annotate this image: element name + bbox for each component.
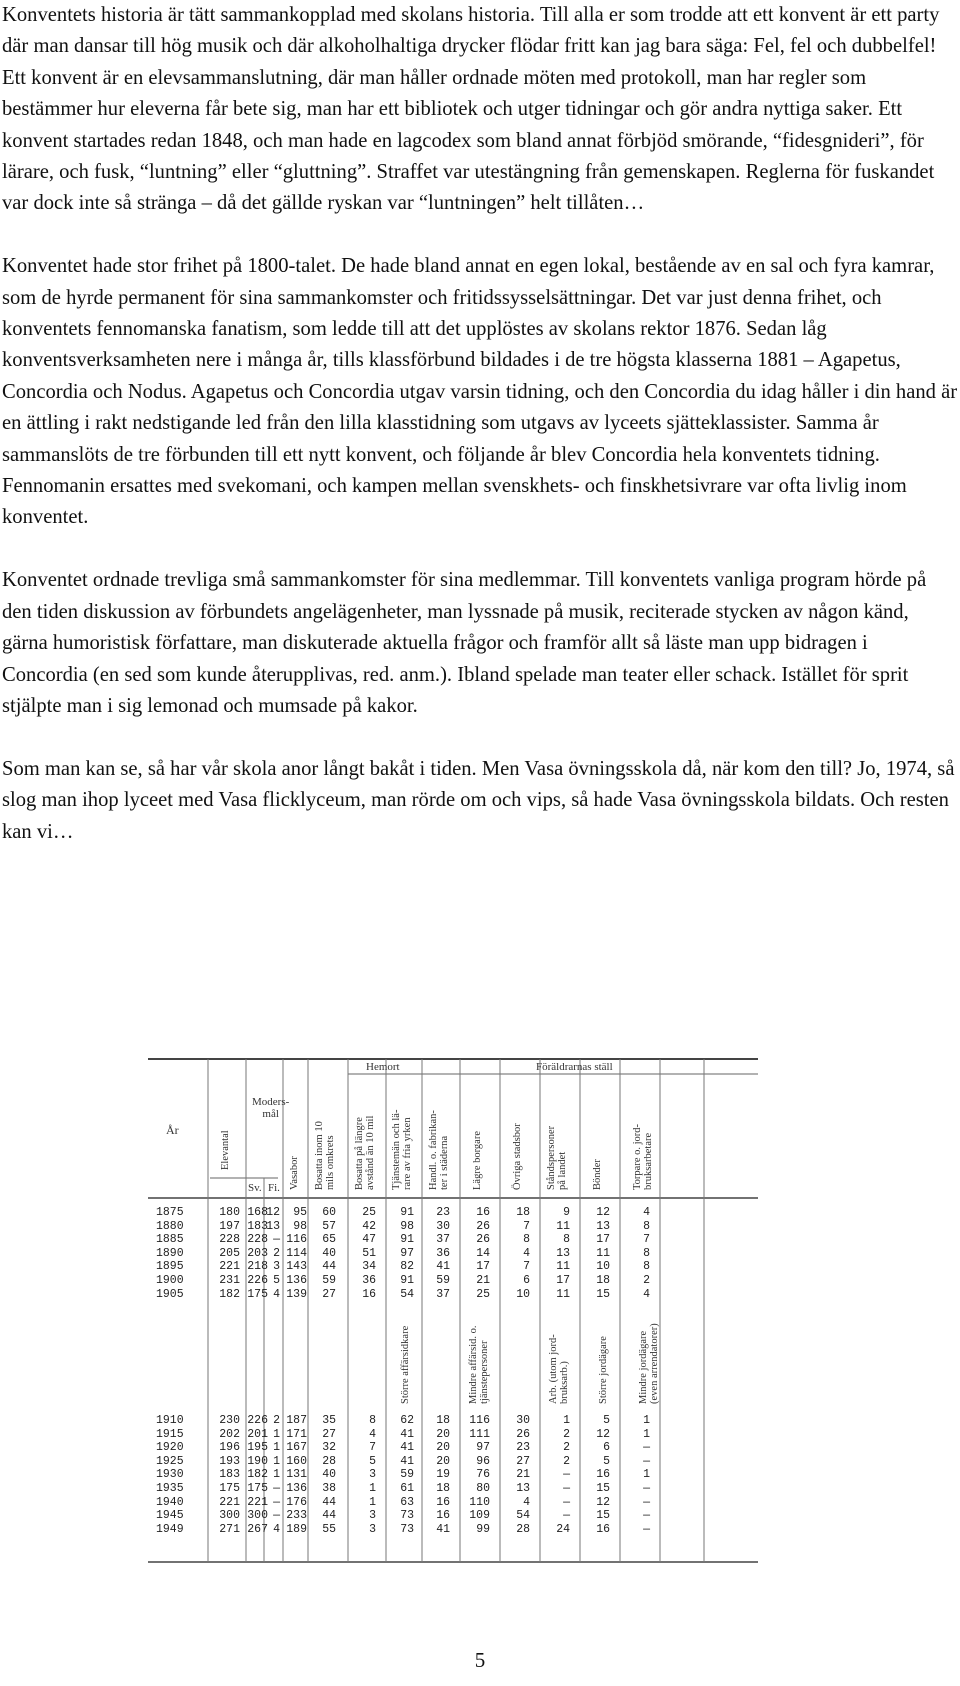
paragraph-3: Konventet ordnade trevliga små sammankomster för sina medlemmar. Till konventets vanliga program hörde på den tiden diskussion av förbundets angelägenheter, man lyssnade på musik, reciterade stycken av någon känd, gärna humoristisk författare, man diskuterade aktuella frågor och framför allt så läste man upp bidragen i Concordia (en sed som kunde återupplivas, red. anm.). Ibland spelade man teater eller schack. Istället för sprit stjälpte man i sig lemonad och mumsade på kakor. bbox=[2, 569, 927, 717]
header-parents: Föräldrarnas ställ bbox=[536, 1061, 613, 1073]
label-large-landowners: Större jordägare bbox=[598, 1336, 609, 1404]
burghers-bottom: 116 111 97 96 76 80 110 109 99 bbox=[469, 1414, 490, 1536]
officials-top: 91 98 91 97 82 91 54 bbox=[400, 1206, 414, 1301]
near-bottom: 35 27 32 28 40 38 44 44 55 bbox=[322, 1414, 336, 1536]
vasa-bottom: 187 171 167 160 131 136 176 233 189 bbox=[286, 1414, 307, 1536]
label-workers: Arb. (utom jord- bruksarb.) bbox=[548, 1334, 570, 1404]
crofters-bottom: 1 1 — — 1 — — — — bbox=[643, 1414, 650, 1536]
crofters-top: 4 8 7 8 8 2 4 bbox=[643, 1206, 650, 1301]
header-crofters: Torpare o. jord- bruksarbetare bbox=[632, 1123, 654, 1190]
merchants-top: 23 30 37 36 41 59 37 bbox=[436, 1206, 450, 1301]
header-other-town: Övriga stadsbor bbox=[512, 1123, 523, 1190]
years-bottom: 1910 1915 1920 1925 1930 1935 1940 1945 1949 bbox=[156, 1414, 184, 1536]
far-top: 25 42 47 51 34 36 16 bbox=[362, 1206, 376, 1301]
header-burghers: Lägre borgare bbox=[472, 1131, 483, 1190]
estate-top: 9 11 8 13 11 17 11 bbox=[556, 1206, 570, 1301]
paragraph-1: Konventets historia är tätt sammankopplad med skolans historia. Till alla er som trodde att ett konvent är ett party där man dansar till hög musik och där alkoholhaltiga drycker flödar fritt kan jag bara säga: Fel, fel och dubbelfel! Ett konvent är en elevsammanslutning, där man håller ordnade möten med protokoll, man har regler som bestämmer hur eleverna får bete sig, man har ett bibliotek och utger tidningar och gör andra nyttiga saker. Ett konvent startades redan 1848, och man hade en lagcodex som bland annat förbjöd smörande, “fidesgnideri”, för lärare, och fusk, “luntning” eller “gluttning”. Straffet var utestängning från gemenskapen. Reglerna för fuskandet var dock inte så stränga – då det gällde ryskan var “luntningen” helt tillåten… bbox=[2, 4, 940, 215]
header-language: Moders- mål bbox=[252, 1096, 290, 1120]
header-year: År bbox=[166, 1123, 179, 1137]
farmers-top: 12 13 17 11 10 18 15 bbox=[596, 1206, 610, 1301]
header-sv: Sv. bbox=[248, 1182, 262, 1194]
other-town-top: 18 7 8 4 7 6 10 bbox=[516, 1206, 530, 1301]
merchants-bottom: 18 20 20 20 19 18 16 16 41 bbox=[436, 1414, 450, 1536]
header-fi: Fi. bbox=[268, 1182, 280, 1194]
sv-bottom: 226 201 195 190 182 175 221 300 267 bbox=[247, 1414, 268, 1536]
label-large-business: Större affärsidkare bbox=[400, 1325, 411, 1404]
header-estate: Ståndspersoner på landet bbox=[546, 1125, 568, 1190]
far-bottom: 8 4 7 5 3 1 1 3 3 bbox=[369, 1414, 376, 1536]
sv-top: 168 183 228 203 218 226 175 bbox=[247, 1206, 268, 1301]
fi-bottom: 2 1 1 1 1 — — — 4 bbox=[273, 1414, 280, 1536]
near-top: 60 57 65 40 44 59 27 bbox=[322, 1206, 336, 1301]
header-far: Bosatta på längre avstånd än 10 mil bbox=[354, 1115, 376, 1190]
label-small-landowners: Mindre jordägare (even arrendatorer) bbox=[638, 1323, 660, 1404]
header-vasa: Vasabor bbox=[289, 1156, 300, 1190]
header-origin: Hemort bbox=[366, 1061, 400, 1073]
page-number: 5 bbox=[474, 1648, 486, 1672]
paragraph-4: Som man kan se, så har vår skola anor långt bakåt i tiden. Men Vasa övningsskola då, när kom den till? Jo, 1974, så slog man ihop lyceet med Vasa flicklyceum, man rörde om och vips, så hade Vasa övningsskola bildats. Och resten kan vi… bbox=[2, 757, 955, 843]
farmers-bottom: 5 12 6 5 16 15 12 15 16 bbox=[596, 1414, 610, 1536]
statistics-table-scan bbox=[148, 1058, 758, 1568]
header-officials: Tjänstemän och lä- rare av fria yrken bbox=[391, 1109, 413, 1190]
officials-bottom: 62 41 41 41 59 61 63 73 73 bbox=[400, 1414, 414, 1536]
header-near: Bosatta inom 10 mils omkrets bbox=[314, 1121, 336, 1190]
paragraph-2: Konventet hade stor frihet på 1800-talet. De hade bland annat en egen lokal, bestående av en sal och fyra kamrar, som de hyrde permanent för sina sammankomster och fritidssysselsättningar. Det var just denna frihet, och konventets fennomanska fanatism, som ledde till att det upplöstes av skolans rektor 1876. Sedan låg konventsverksamheten nere i många år, tills klassförbund bildades i de tre högsta klasserna 1881 – Agapetus, Concordia och Nodus. Agapetus och Concordia utgav varsin tidning, och den Concordia du idag håller i din hand är en ättling i rakt nedstigande led från den lilla klasstidning som utgavs av lyceets sjätteklassister. Samma år sammanslöts de tre förbunden till ett nytt konvent, och följande år blev Concordia hela konventets tidning. Fennomanin ersattes med svekomani, och kampen mellan svenskhets- och finskhetsivrare var ofta livlig inom konventet. bbox=[2, 255, 958, 529]
students-bottom: 230 202 196 193 183 175 221 300 271 bbox=[219, 1414, 240, 1536]
header-merchants: Handl. o. fabrikan- ter i städerna bbox=[428, 1110, 450, 1190]
burghers-top: 16 26 26 14 17 21 25 bbox=[476, 1206, 490, 1301]
other-town-bottom: 30 26 23 27 21 13 4 54 28 bbox=[516, 1414, 530, 1536]
vasa-top: 95 98 116 114 143 136 139 bbox=[286, 1206, 307, 1301]
label-small-business: Mindre affärsid. o. tjänstepersoner bbox=[468, 1325, 490, 1404]
years-top: 1875 1880 1885 1890 1895 1900 1905 bbox=[156, 1206, 184, 1301]
estate-bottom: 1 2 2 2 — — — — 24 bbox=[556, 1414, 570, 1536]
students-top: 180 197 228 205 221 231 182 bbox=[219, 1206, 240, 1301]
fi-top: 12 13 — 2 3 5 4 bbox=[266, 1206, 280, 1301]
header-students: Elevantal bbox=[220, 1130, 231, 1170]
header-farmers: Bönder bbox=[592, 1159, 603, 1190]
